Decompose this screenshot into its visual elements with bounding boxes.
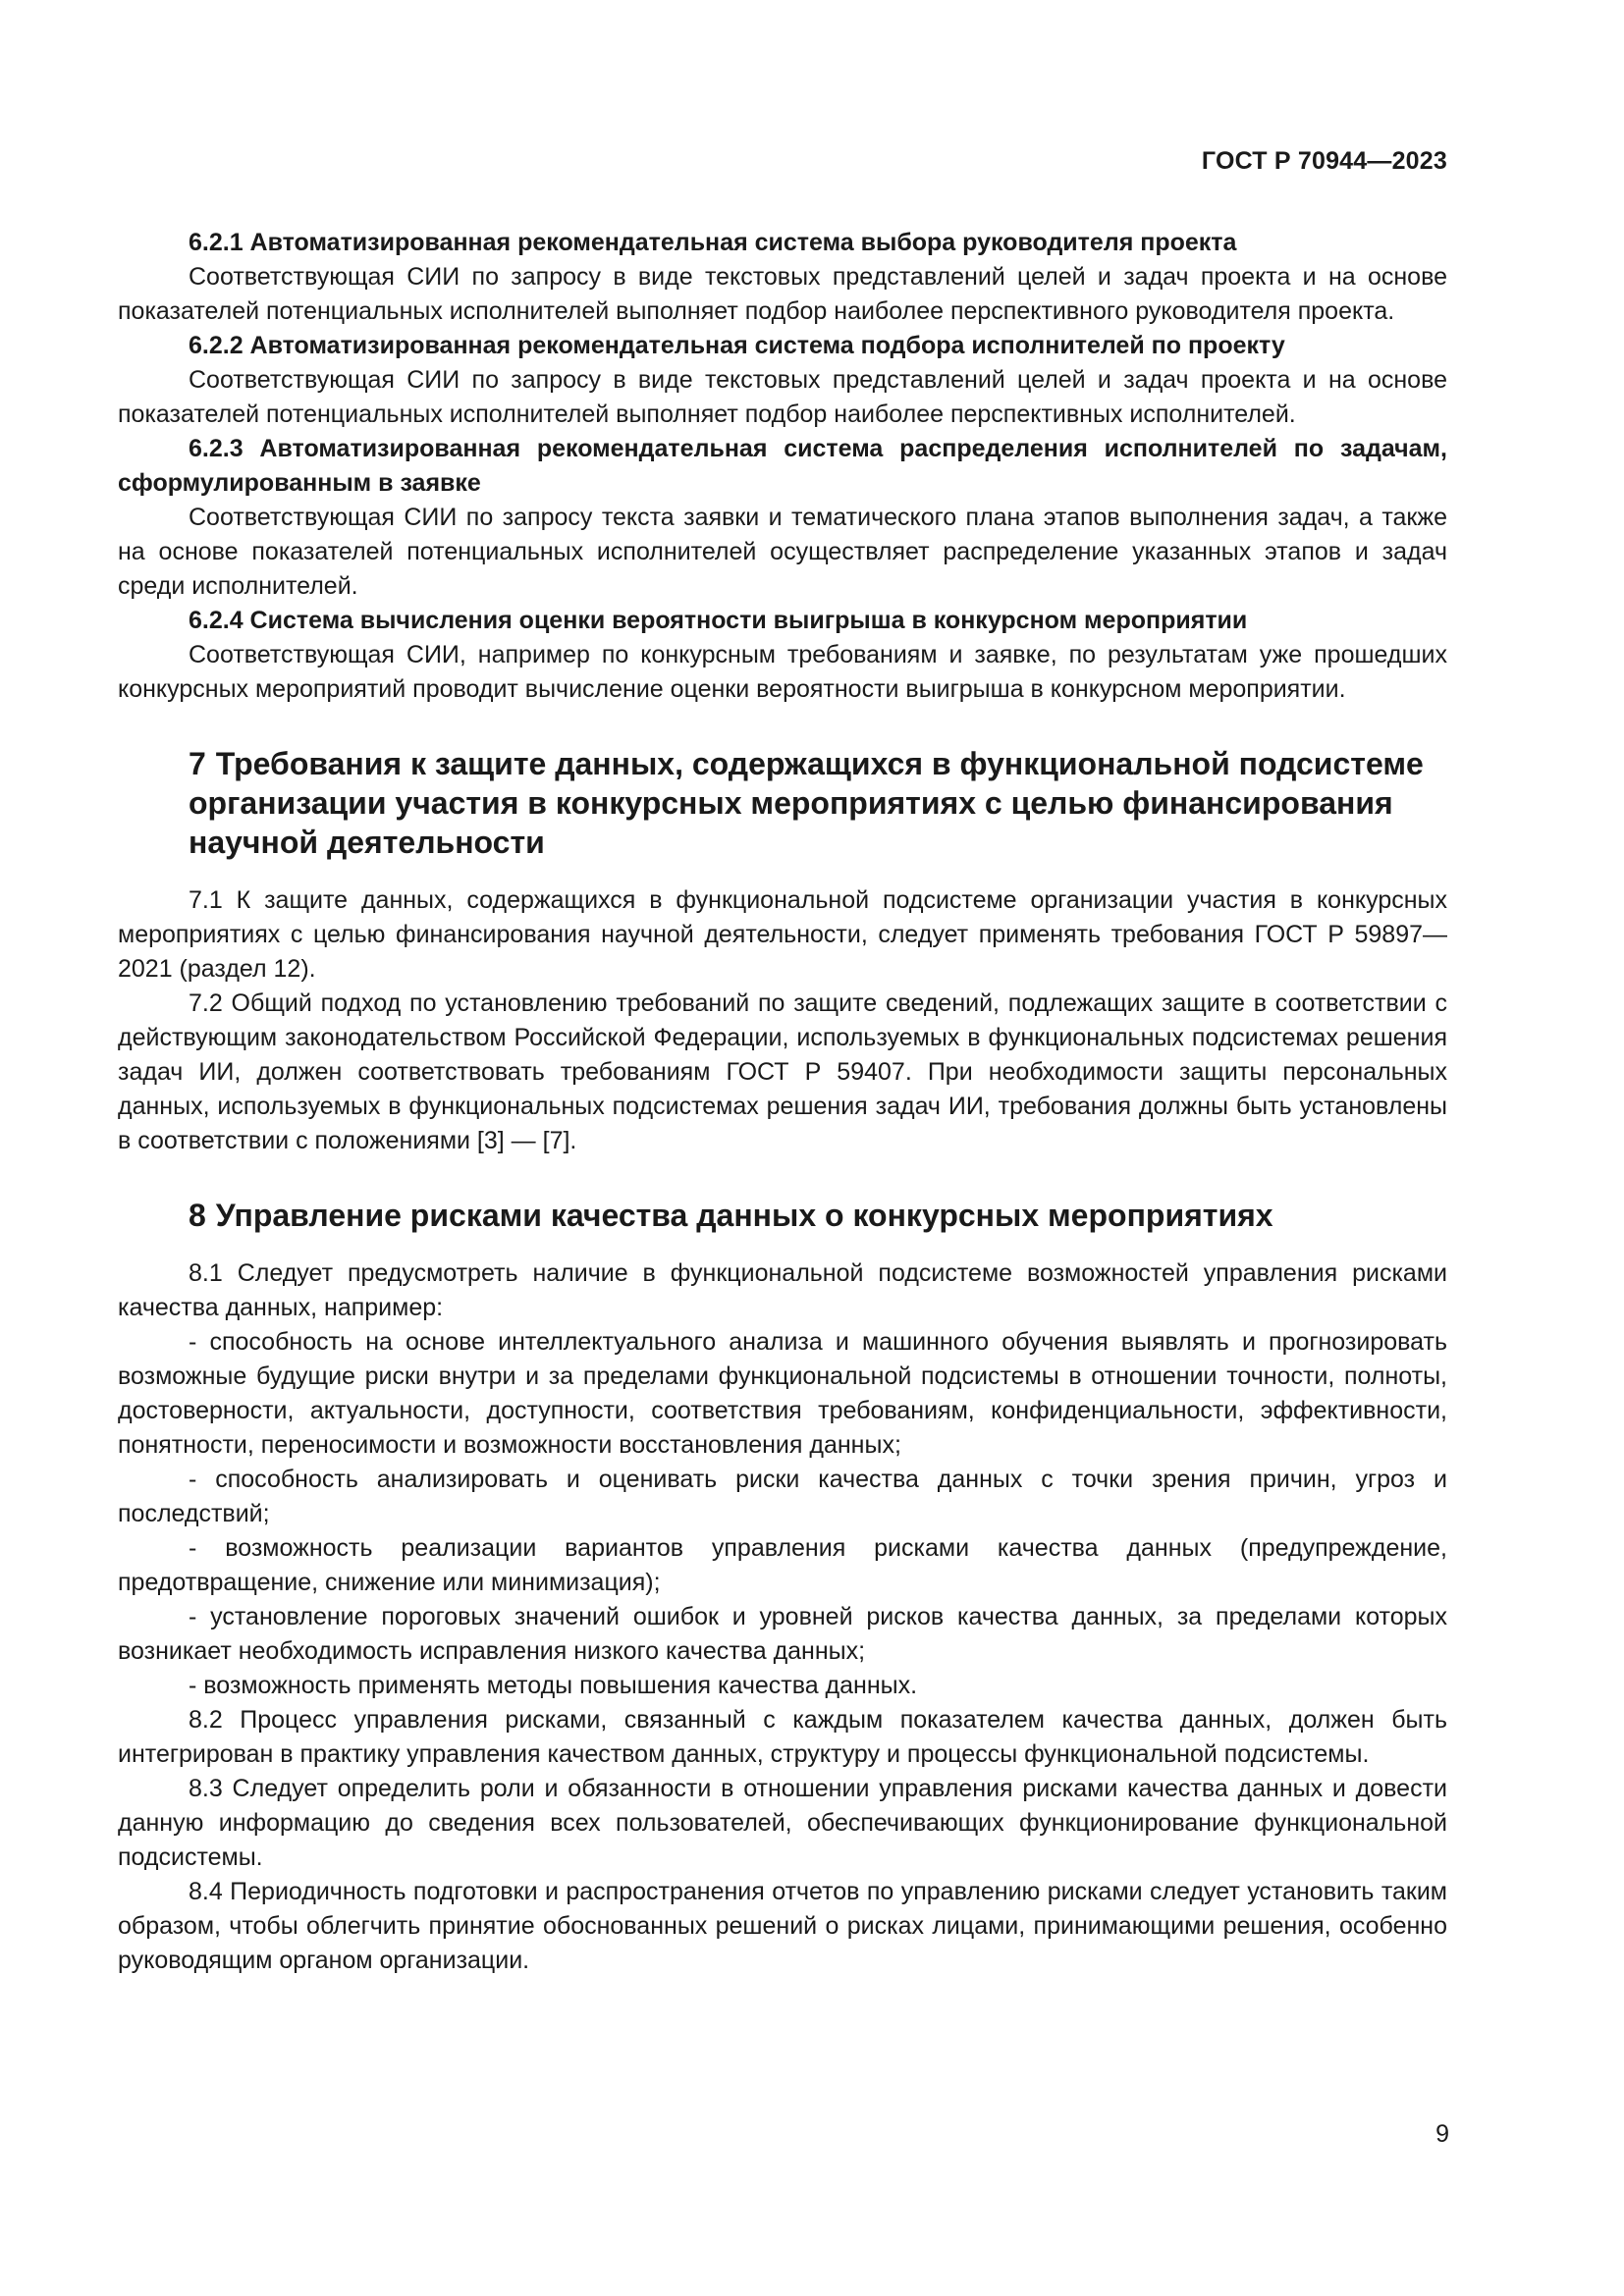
section-number: 7 <box>189 746 206 781</box>
list-item: - возможность реализации вариантов управления рисками качества данных (предупреждение, предотвращение, снижение или минимизация); <box>118 1534 1447 1596</box>
section-7-heading <box>118 744 1447 862</box>
paragraph: Соответствующая СИИ по запросу в виде текстовых представлений целей и задач проекта и на основе показателей потенциальных исполнителей выполняет подбор наиболее перспективного руководителя проекта. <box>118 263 1447 325</box>
paragraph-8-3: 8.3 Следует определить роли и обязанности в отношении управления рисками качества данных и довести данную информацию до сведения всех пользователей, обеспечивающих функционирование функциональной подсистемы. <box>118 1775 1447 1871</box>
section-8-heading <box>118 1196 1447 1235</box>
section-number: 8 <box>189 1198 206 1233</box>
list-item: - установление пороговых значений ошибок и уровней рисков качества данных, за пределами которых возникает необходимость исправления низкого качества данных; <box>118 1603 1447 1665</box>
section-title: Управление рисками качества данных о конкурсных мероприятиях <box>215 1198 1273 1233</box>
paragraph: Соответствующая СИИ по запросу текста заявки и тематического плана этапов выполнения задач, а также на основе показателей потенциальных исполнителей осуществляет распределение указанных этапов и задач среди исполнителей. <box>118 504 1447 600</box>
paragraph: Соответствующая СИИ по запросу в виде текстовых представлений целей и задач проекта и на основе показателей потенциальных исполнителей выполняет подбор наиболее перспективных исполнителей. <box>118 366 1447 428</box>
document-code: ГОСТ Р 70944—2023 <box>1201 147 1447 175</box>
paragraph-7-1: 7.1 К защите данных, содержащихся в функциональной подсистеме организации участия в конкурсных мероприятиях с целью финансирования научной деятельности, следует применять требования ГОСТ Р 59897—2021 (раздел 12). <box>118 886 1447 983</box>
subsection-title: 6.2.1 Автоматизированная рекомендательная система выбора руководителя проекта <box>189 229 1237 256</box>
page-content <box>118 226 1447 1978</box>
page-number: 9 <box>1435 2120 1449 2148</box>
section-6-2-1 <box>118 226 1447 329</box>
section-6-2-2 <box>118 329 1447 432</box>
paragraph: Соответствующая СИИ, например по конкурсным требованиям и заявке, по результатам уже прошедших конкурсных мероприятий проводит вычисление оценки вероятности выигрыша в конкурсном мероприятии. <box>118 641 1447 703</box>
paragraph-8-1: 8.1 Следует предусмотреть наличие в функциональной подсистеме возможностей управления рисками качества данных, например: <box>118 1259 1447 1321</box>
paragraph-7-2: 7.2 Общий подход по установлению требований по защите сведений, подлежащих защите в соответствии с действующим законодательством Российской Федерации, используемых в функциональных подсистемах решения задач ИИ, должен соответствовать требованиям ГОСТ Р 59407. При необходимости защиты персональных данных, используемых в функциональных подсистемах решения задач ИИ, требования должны быть установлены в соответствии с положениями [3] — [7]. <box>118 989 1447 1154</box>
list-item: - способность анализировать и оценивать риски качества данных с точки зрения причин, угроз и последствий; <box>118 1466 1447 1527</box>
list-item: - возможность применять методы повышения качества данных. <box>189 1672 918 1699</box>
subsection-title: 6.2.3 Автоматизированная рекомендательная система распределения исполнителей по задачам, сформулированным в заявке <box>118 435 1447 497</box>
section-title: Требования к защите данных, содержащихся в функциональной подсистеме организации участия в конкурсных мероприятиях с целью финансирования научной деятельности <box>189 746 1424 860</box>
subsection-title: 6.2.4 Система вычисления оценки вероятности выигрыша в конкурсном мероприятии <box>189 607 1248 634</box>
section-6-2-4 <box>118 604 1447 707</box>
section-6-2-3 <box>118 432 1447 604</box>
paragraph-8-4: 8.4 Периодичность подготовки и распространения отчетов по управлению рисками следует установить таким образом, чтобы облегчить принятие обоснованных решений о рисках лицами, принимающими решения, особенно руководящим органом организации. <box>118 1878 1447 1974</box>
paragraph-8-2: 8.2 Процесс управления рисками, связанный с каждым показателем качества данных, должен быть интегрирован в практику управления качеством данных, структуру и процессы функциональной подсистемы. <box>118 1706 1447 1768</box>
list-item: - способность на основе интеллектуального анализа и машинного обучения выявлять и прогнозировать возможные будущие риски внутри и за пределами функциональной подсистемы в отношении точности, полноты, достоверности, актуальности, доступности, соответствия требованиям, конфиденциальности, эффективности, понятности, переносимости и возможности восстановления данных; <box>118 1328 1447 1459</box>
subsection-title: 6.2.2 Автоматизированная рекомендательная система подбора исполнителей по проекту <box>189 332 1285 359</box>
